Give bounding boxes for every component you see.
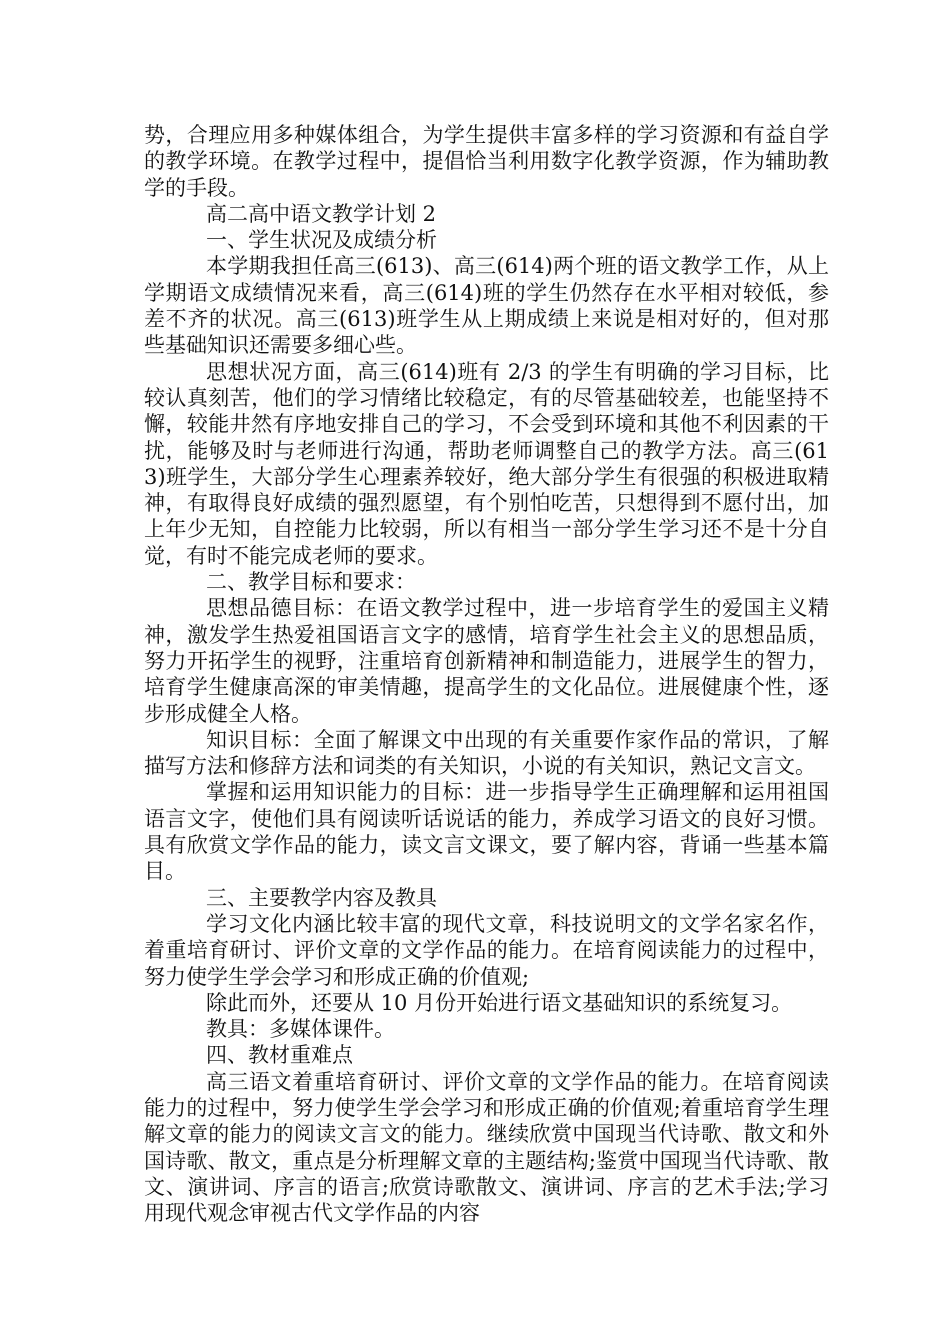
paragraph: 知识目标：全面了解课文中出现的有关重要作家作品的常识，了解描写方法和修辞方法和词类的有关知识，小说的有关知识，熟记文言文。 [144, 727, 829, 779]
paragraph: 高三语文着重培育研讨、评价文章的文学作品的能力。在培育阅读能力的过程中，努力使学生学会学习和形成正确的价值观;着重培育学生理解文章的能力的阅读文言文的能力。继续欣赏中国现当代诗歌、散文和外国诗歌、散文，重点是分析理解文章的主题结构;鉴赏中国现当代诗歌、散文、演讲词、序言的语言;欣赏诗歌散文、演讲词、序言的艺术手法;学习用现代观念审视古代文学作品的内容 [144, 1069, 829, 1226]
paragraph: 势，合理应用多种媒体组合，为学生提供丰富多样的学习资源和有益自学的教学环境。在教学过程中，提倡恰当利用数字化教学资源，作为辅助教学的手段。 [144, 123, 829, 200]
paragraph: 掌握和运用知识能力的目标：进一步指导学生正确理解和运用祖国语言文字，使他们具有阅读听话说话的能力，养成学习语文的良好习惯。具有欣赏文学作品的能力，读文言文课文，要了解内容，背诵一些基本篇目。 [144, 780, 829, 884]
section-heading: 二、教学目标和要求： [206, 570, 416, 595]
paragraph: 本学期我担任高三(613)、高三(614)两个班的语文教学工作，从上学期语文成绩情况来看，高三(614)班的学生仍然存在水平相对较低，参差不齐的状况。高三(613)班学生从上期成绩上来说是相对好的，但对那些基础知识还需要多细心些。 [144, 254, 829, 358]
paragraph: 除此而外，还要从 10 月份开始进行语文基础知识的系统复习。 [206, 990, 793, 1015]
paragraph: 学习文化内涵比较丰富的现代文章，科技说明文的文学名家名作，着重培育研讨、评价文章的文学作品的能力。在培育阅读能力的过程中，努力使学生学会学习和形成正确的价值观; [144, 911, 829, 989]
section-heading: 三、主要教学内容及教具 [206, 885, 437, 910]
section-heading: 一、学生状况及成绩分析 [206, 228, 437, 253]
document-body [144, 122, 829, 1226]
section-heading: 高二高中语文教学计划 2 [206, 201, 437, 226]
paragraph: 思想品德目标：在语文教学过程中，进一步培育学生的爱国主义精神，激发学生热爱祖国语言文字的感情，培育学生社会主义的思想品质，努力开拓学生的视野，注重培育创新精神和制造能力，进展学生的智力，培育学生健康高深的审美情趣，提高学生的文化品位。进展健康个性，逐步形成健全人格。 [144, 596, 829, 726]
paragraph: 教具：多媒体课件。 [206, 1017, 395, 1042]
paragraph: 思想状况方面，高三(614)班有 2/3 的学生有明确的学习目标，比较认真刻苦，他们的学习情绪比较稳定，有的尽管基础较差，也能坚持不懈，较能井然有序地安排自己的学习，不会受到环境和其他不利因素的干扰，能够及时与老师进行沟通，帮助老师调整自己的教学方法。高三(613)班学生，大部分学生心理素养较好，绝大部分学生有很强的积极进取精神，有取得良好成绩的强烈愿望，有个别怕吃苦，只想得到不愿付出，加上年少无知，自控能力比较弱，所以有相当一部分学生学习还不是十分自觉，有时不能完成老师的要求。 [144, 359, 829, 568]
section-heading: 四、教材重难点 [206, 1043, 353, 1068]
